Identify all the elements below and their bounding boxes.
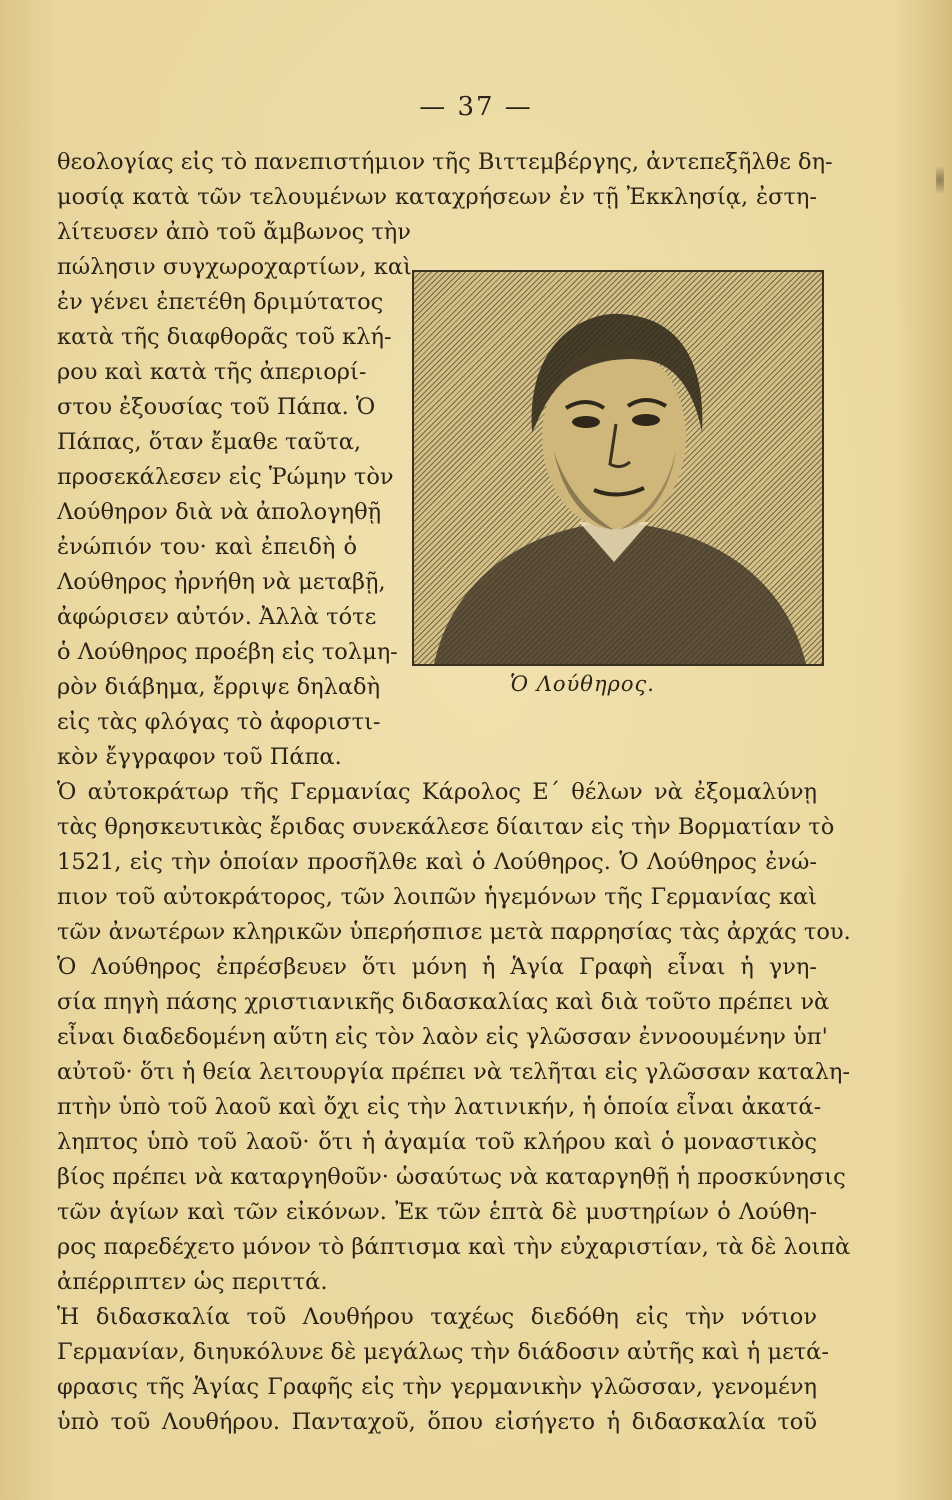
text-line: εἶναι διαδεδομένη αὕτη εἰς τὸν λαὸν εἰς γλῶσσαν ἐννοουμένην ὑπ'	[57, 1024, 828, 1050]
text-line: κατὰ τῆς διαφθορᾶς τοῦ κλή-	[57, 324, 392, 350]
text-line: εἰς τὰς φλόγας τὸ ἀφοριστι-	[57, 709, 381, 735]
text-line: ρου καὶ κατὰ τῆς ἀπεριορί-	[57, 359, 367, 385]
text-line: Ὁ αὐτοκράτωρ τῆς Γερμανίας Κάρολος Ε΄ θέλων νὰ ἐξομαλύνῃ	[57, 779, 817, 805]
text-line: ἐνώπιόν του· καὶ ἐπειδὴ ὁ	[57, 534, 357, 560]
page-number: — 37 —	[419, 92, 533, 122]
text-line: ληπτος ὑπὸ τοῦ λαοῦ· ὅτι ἡ ἀγαμία τοῦ κλήρου καὶ ὁ μοναστικὸς	[57, 1129, 817, 1155]
page-edge-stain	[936, 160, 944, 200]
text-line: λίτευσεν ἀπὸ τοῦ ἄμβωνος τὴν	[57, 219, 411, 245]
text-line: Ὁ Λούθηρος ἐπρέσβευεν ὅτι μόνη ἡ Ἁγία Γραφὴ εἶναι ἡ γνη-	[57, 954, 817, 980]
text-line: πώλησιν συγχωροχαρτίων, καὶ	[57, 254, 412, 280]
text-line: ὑπὸ τοῦ Λουθήρου. Πανταχοῦ, ὅπου εἰσήγετο ἡ διδασκαλία τοῦ	[57, 1409, 817, 1435]
text-line: ὁ Λούθηρος προέβη εἰς τολμη-	[57, 639, 398, 665]
text-line: Πάπας, ὅταν ἔμαθε ταῦτα,	[57, 429, 362, 455]
text-line: πτὴν ὑπὸ τοῦ λαοῦ καὶ ὄχι εἰς τὴν λατινικήν, ἡ ὁποία εἶναι ἀκατά-	[57, 1094, 822, 1120]
text-line: θεολογίας εἰς τὸ πανεπιστήμιον τῆς Βιττεμβέργης, ἀντεπεξῆλθε δη-	[57, 149, 833, 175]
text-line: ρὸν διάβημα, ἔρριψε δηλαδὴ	[57, 674, 381, 700]
text-line: τὰς θρησκευτικὰς ἔριδας συνεκάλεσε δίαιταν εἰς τὴν Βορματίαν τὸ	[57, 814, 835, 840]
text-line: βίος πρέπει νὰ καταργηθοῦν· ὡσαύτως νὰ καταργηθῇ ἡ προσκύνησις	[57, 1164, 846, 1190]
text-line: κὸν ἔγγραφον τοῦ Πάπα.	[57, 744, 342, 770]
text-line: τῶν ἀνωτέρων κληρικῶν ὑπερήσπισε μετὰ παρρησίας τὰς ἀρχάς του.	[57, 919, 851, 945]
text-line: προσεκάλεσεν εἰς Ῥώμην τὸν	[57, 464, 394, 490]
figure-caption: Ὁ Λούθηρος.	[510, 672, 655, 696]
text-line: Λούθηρον διὰ νὰ ἀπολογηθῇ	[57, 499, 382, 525]
text-line: Ἡ διδασκαλία τοῦ Λουθήρου ταχέως διεδόθη εἰς τὴν νότιον	[57, 1304, 817, 1330]
portrait-engraving	[412, 270, 824, 666]
text-line: στου ἐξουσίας τοῦ Πάπα. Ὁ	[57, 394, 376, 420]
text-line: πιον τοῦ αὐτοκράτορος, τῶν λοιπῶν ἡγεμόνων τῆς Γερμανίας καὶ	[57, 884, 817, 910]
text-line: μοσίᾳ κατὰ τῶν τελουμένων καταχρήσεων ἐν τῇ Ἐκκλησίᾳ, ἐστη-	[57, 184, 817, 210]
text-line: ἐν γένει ἐπετέθη δριμύτατος	[57, 289, 384, 315]
text-line: τῶν ἁγίων καὶ τῶν εἰκόνων. Ἐκ τῶν ἑπτὰ δὲ μυστηρίων ὁ Λούθη-	[57, 1199, 817, 1225]
text-line: ρος παρεδέχετο μόνον τὸ βάπτισμα καὶ τὴν εὐχαριστίαν, τὰ δὲ λοιπὰ	[57, 1234, 851, 1260]
text-line: Γερμανίαν, διηυκόλυνε δὲ μεγάλως τὴν διάδοσιν αὐτῆς καὶ ἡ μετά-	[57, 1339, 829, 1365]
portrait-illustration	[414, 272, 822, 664]
text-line: Λούθηρος ἠρνήθη νὰ μεταβῇ,	[57, 569, 386, 595]
text-line: 1521, εἰς τὴν ὁποίαν προσῆλθε καὶ ὁ Λούθηρος. Ὁ Λούθηρος ἐνώ-	[57, 849, 817, 875]
text-line: φρασις τῆς Ἁγίας Γραφῆς εἰς τὴν γερμανικὴν γλῶσσαν, γενομένη	[57, 1374, 817, 1400]
text-line: ἀφώρισεν αὐτόν. Ἀλλὰ τότε	[57, 604, 377, 630]
text-line: ἀπέρριπτεν ὡς περιττά.	[57, 1269, 328, 1295]
text-line: σία πηγὴ πάσης χριστιανικῆς διδασκαλίας καὶ διὰ τοῦτο πρέπει νὰ	[57, 989, 830, 1015]
text-line: αὐτοῦ· ὅτι ἡ θεία λειτουργία πρέπει νὰ τελῆται εἰς γλῶσσαν καταλη-	[57, 1059, 850, 1085]
